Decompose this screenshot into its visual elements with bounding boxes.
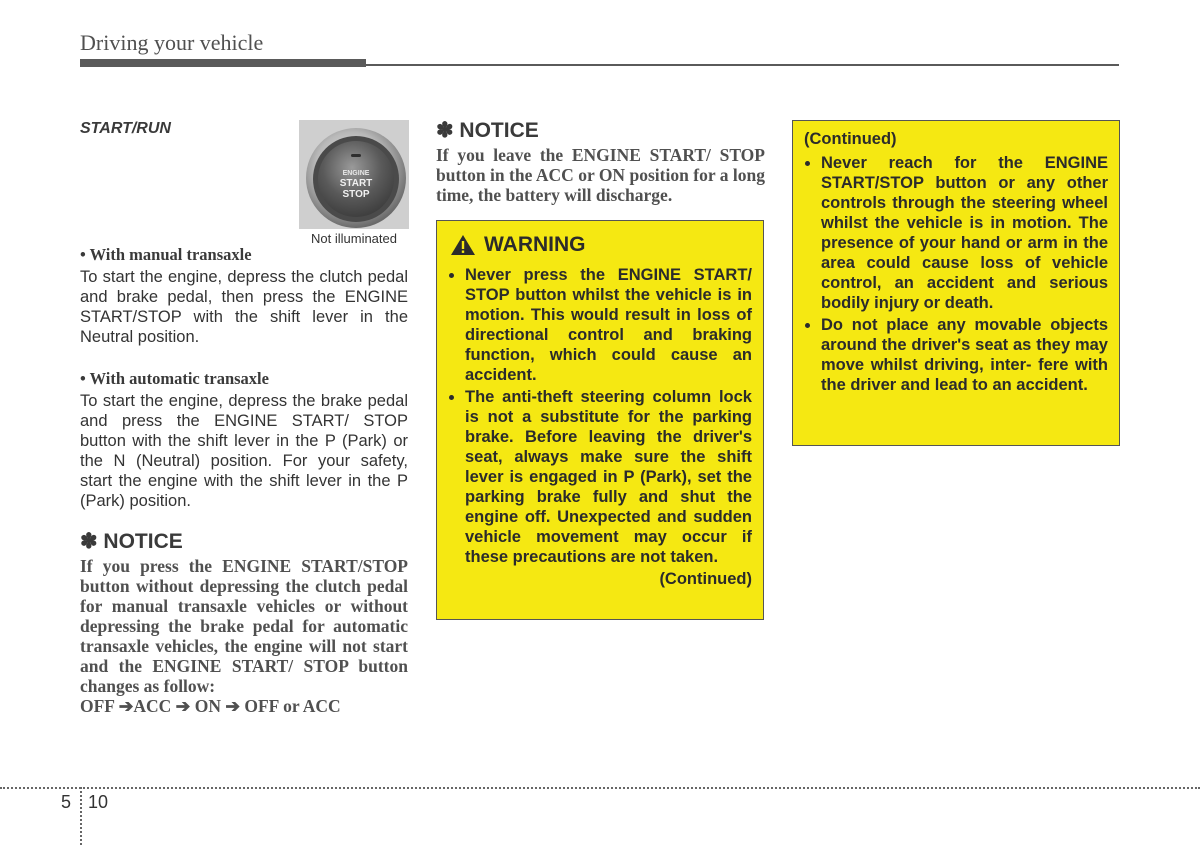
engine-start-stop-button-icon [299,120,409,229]
notice-title-2: ✽ NOTICE [436,119,539,142]
footer-dotted-divider [80,787,82,845]
page-header-title: Driving your vehicle [80,30,264,55]
header-rule [366,64,1119,66]
engine-start-button-figure [299,120,409,248]
header-accent-bar [80,59,366,67]
manual-transaxle-text: To start the engine, depress the clutch pedal and brake pedal, then press the ENGINE START/STOP with the shift lever in the Neutral position. [80,268,408,346]
warning-item: • Never press the ENGINE START/ STOP button whilst the vehicle is in motion. This would result in loss of directional control and braking function, which could cause an accident. [465,265,752,385]
warning-item: • Never reach for the ENGINE START/STOP button or any other controls through the steering wheel whilst the vehicle is in motion. The presence of your hand or arm in the area could cause loss of vehicle control, an accident and serious bodily injury or death. [821,153,1108,313]
notice-sequence: OFF ➔ACC ➔ ON ➔ OFF or ACC [80,696,341,716]
warning-box [436,220,764,620]
warning-continued: (Continued) [659,570,752,588]
warning-box-continued [792,120,1120,446]
notice-title: ✽ NOTICE [80,530,183,553]
notice-text: If you press the ENGINE START/STOP button without depressing the clutch pedal for manual transaxle vehicles or without depressing the brake pedal for automatic transaxle vehicles, the engine will not start and the ENGINE START/ STOP button changes as follow: [80,556,408,696]
automatic-transaxle-heading: • With automatic transaxle [80,369,269,388]
manual-transaxle-heading: • With manual transaxle [80,245,252,264]
warning-list-continued [804,153,1108,395]
figure-label-stop: STOP [342,189,370,200]
figure-label-engine: ENGINE [342,170,370,177]
warning-triangle-icon [450,234,476,256]
figure-caption: Not illuminated [299,229,409,248]
automatic-transaxle-text: To start the engine, depress the brake pedal and press the ENGINE START/ STOP button with the shift lever in the P (Park) or the N (Neutral) position. For your safety, start the engine with the shift lever in the P (Park) position. [80,392,408,510]
warning-item: • The anti-theft steering column lock is not a substitute for the parking brake. Before leaving the driver's seat, always make sure the shift lever is engaged in P (Park), set the parking brake fully and shut the engine off. Unexpected and sudden vehicle movement may occur if these precautions are not taken. [465,387,752,567]
figure-label-start: START [339,178,373,189]
column-2 [436,118,765,205]
section-title: START/RUN [80,120,171,137]
warning-title: WARNING [484,233,586,256]
page-number: 10 [88,792,109,812]
footer-dotted-rule [0,787,1200,789]
warning-item: • Do not place any movable objects around the driver's seat as they may move whilst driving, inter- fere with the driver and lead to an accident. [821,315,1108,395]
page-section-number: 5 [61,792,72,812]
warning-list [448,265,752,567]
notice-text-2: If you leave the ENGINE START/ STOP button in the ACC or ON position for a long time, the battery will discharge. [436,145,765,205]
continued-label: (Continued) [804,130,897,148]
